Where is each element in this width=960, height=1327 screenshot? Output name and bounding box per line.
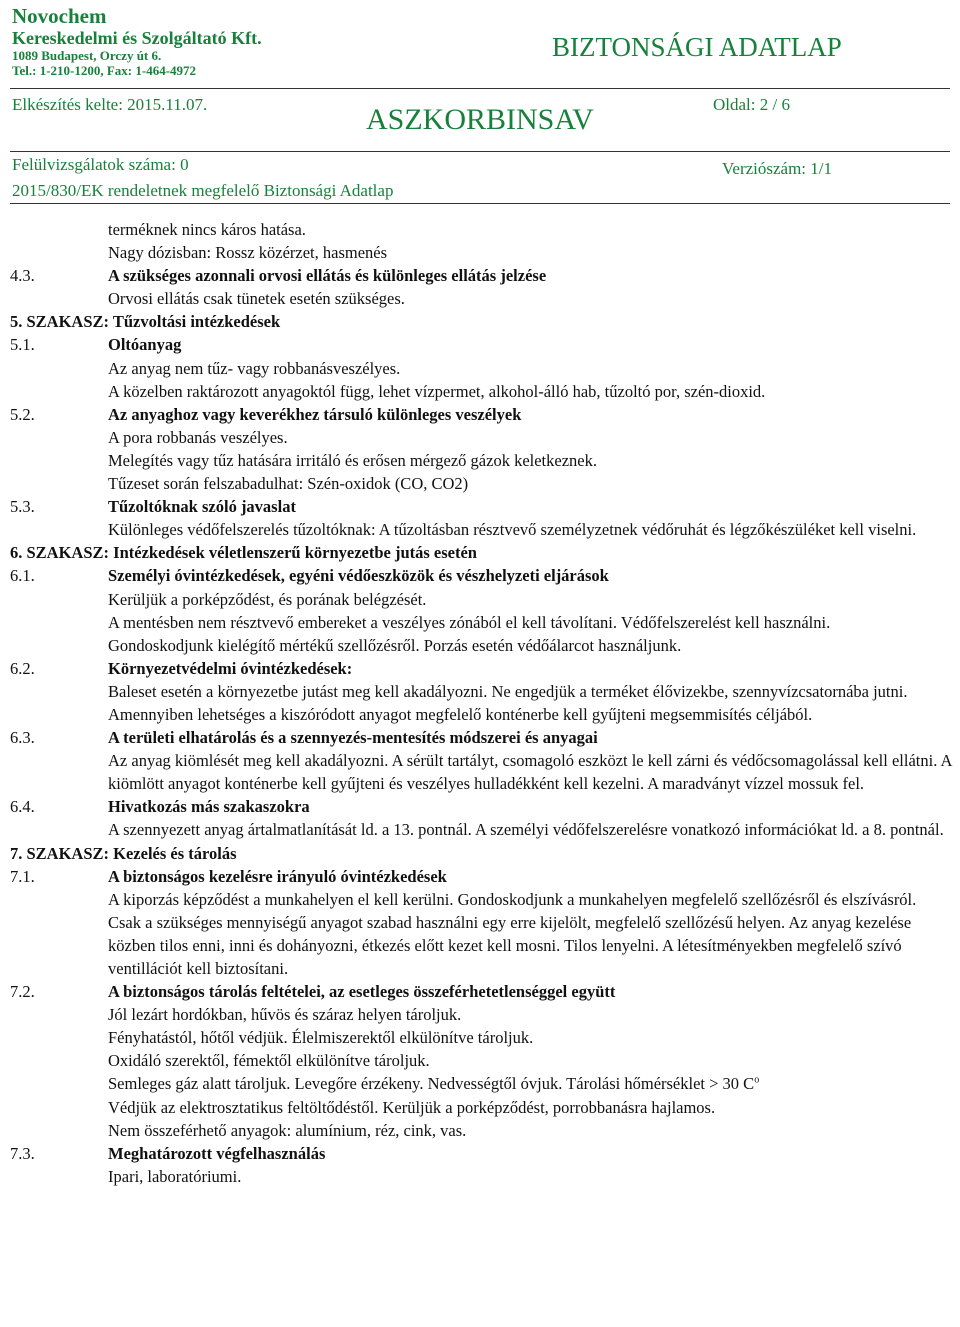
subsection-heading	[10, 980, 952, 1003]
subsection-title	[108, 657, 952, 680]
paragraph-text	[108, 218, 952, 241]
subsection-title	[108, 564, 952, 587]
line-text: Oxidáló szerektől, fémektől elkülönítve tároljuk.	[108, 1051, 430, 1071]
subsection-number: 7.3.	[10, 1143, 35, 1163]
paragraph-text	[108, 426, 952, 449]
subsection-heading	[10, 795, 952, 818]
subsection-title	[108, 333, 952, 356]
paragraph-line	[10, 911, 952, 980]
section-heading	[10, 310, 952, 333]
paragraph-line	[10, 888, 952, 911]
paragraph-line	[10, 449, 952, 472]
page-number: Oldal: 2 / 6	[713, 95, 790, 114]
line-text: A kiporzás képződést a munkahelyen el kell kerülni. Gondoskodjunk a munkahelyen megfelelő szellőzésről és elszívásról.	[108, 889, 917, 909]
paragraph-line	[10, 680, 952, 726]
paragraph-line	[10, 241, 952, 264]
paragraph-line	[10, 426, 952, 449]
subsection-heading	[10, 1142, 952, 1165]
paragraph-text	[108, 380, 952, 403]
paragraph-text	[108, 911, 952, 980]
subsection-title	[108, 495, 952, 518]
paragraph-text	[108, 241, 952, 264]
line-text: Jól lezárt hordókban, hűvös és száraz helyen tároljuk.	[108, 1005, 462, 1025]
line-text: A szükséges azonnali orvosi ellátás és különleges ellátás jelzése	[108, 266, 547, 286]
section-heading	[10, 842, 952, 865]
line-text: Környezetvédelmi óvintézkedések:	[108, 658, 353, 678]
subsection-heading	[10, 333, 952, 356]
paragraph-text	[108, 1072, 952, 1095]
paragraph-line	[10, 357, 952, 380]
subsection-heading	[10, 657, 952, 680]
subsection-title	[108, 264, 952, 287]
degree-superscript: o	[754, 1074, 760, 1086]
paragraph-text	[108, 472, 952, 495]
subsection-heading	[10, 264, 952, 287]
paragraph-line	[10, 218, 952, 241]
subsection-number: 5.2.	[10, 404, 35, 424]
paragraph-text	[108, 1165, 952, 1188]
regulation-reference: 2015/830/EK rendeletnek megfelelő Biztonsági Adatlap	[12, 181, 394, 200]
subsection-heading	[10, 564, 952, 587]
company-block	[12, 4, 262, 79]
line-text: Nem összeférhető anyagok: alumínium, réz, cink, vas.	[108, 1120, 467, 1140]
paragraph-line	[10, 472, 952, 495]
paragraph-line	[10, 1049, 952, 1072]
line-text: Az anyag kiömlését meg kell akadályozni. A sérült tartályt, csomagoló eszközt le kell zárni és védőcsomagolással kell ellátni. A kiömlött anyagot konténerbe kell gyűjteni és veszélyes hulladékként kell kezelni. A maradványt vízzel mossuk fel.	[108, 751, 952, 794]
subsection-title	[108, 865, 952, 888]
paragraph-line	[10, 749, 952, 795]
line-text: Meghatározott végfelhasználás	[108, 1143, 326, 1163]
subsection-number: 6.3.	[10, 728, 35, 748]
paragraph-line	[10, 1096, 952, 1119]
subsection-title	[108, 980, 952, 1003]
product-name: ASZKORBINSAV	[366, 103, 594, 136]
paragraph-line	[10, 380, 952, 403]
subsection-number: 7.2.	[10, 982, 35, 1002]
subsection-number: 6.1.	[10, 566, 35, 586]
paragraph-line	[10, 287, 952, 310]
line-text: Védjük az elektrosztatikus feltöltődéstől. Kerüljük a porképződést, porrobbanásra hajlamos.	[108, 1097, 716, 1117]
subsection-title	[108, 1142, 952, 1165]
line-text: Semleges gáz alatt tároljuk. Levegőre érzékeny. Nedvességtől óvjuk. Tárolási hőmérséklet > 30 C	[108, 1074, 755, 1094]
line-text: A szennyezett anyag ártalmatlanítását ld. a 13. pontnál. A személyi védőfelszerelésre vonatkozó információkat ld. a 8. pontnál.	[108, 820, 944, 840]
section-title: 5. SZAKASZ: Tűzvoltási intézkedések	[10, 312, 281, 332]
paragraph-line	[10, 1119, 952, 1142]
paragraph-line	[10, 1072, 952, 1095]
line-text: terméknek nincs káros hatása.	[108, 220, 306, 239]
paragraph-text	[108, 818, 952, 841]
subsection-heading	[10, 495, 952, 518]
line-text: Fényhatástól, hőtől védjük. Élelmiszerektől elkülönítve tároljuk.	[108, 1028, 534, 1048]
line-text: Gondoskodjunk kielégítő mértékű szellőzésről. Porzás esetén védőálarcot használjunk.	[108, 635, 682, 655]
paragraph-line	[10, 634, 952, 657]
paragraph-text	[108, 1026, 952, 1049]
document-header	[0, 0, 960, 206]
company-name: Novochem	[12, 4, 107, 28]
subsection-number: 6.2.	[10, 658, 35, 678]
revision-count: Felülvizsgálatok száma: 0	[12, 155, 189, 174]
paragraph-text	[108, 680, 952, 726]
paragraph-line	[10, 1003, 952, 1026]
company-address: 1089 Budapest, Orczy út 6.	[12, 47, 162, 63]
line-text: Az anyaghoz vagy keverékhez társuló különleges veszélyek	[108, 404, 522, 424]
paragraph-line	[10, 588, 952, 611]
paragraph-text	[108, 518, 952, 541]
paragraph-text	[108, 1049, 952, 1072]
line-text: Orvosi ellátás csak tünetek esetén szükséges.	[108, 289, 405, 309]
paragraph-text	[108, 749, 952, 795]
company-phone-fax: Tel.: 1-210-1200, Fax: 1-464-4972	[12, 62, 197, 78]
subsection-heading	[10, 403, 952, 426]
paragraph-line	[10, 611, 952, 634]
section-heading	[10, 541, 952, 564]
subsection-title	[108, 726, 952, 749]
header-divider-3	[10, 203, 950, 204]
line-text: A biztonságos tárolás feltételei, az esetleges összeférhetetlenséggel együtt	[108, 982, 616, 1002]
version-number: Verziószám: 1/1	[722, 159, 832, 178]
line-text: Ipari, laboratóriumi.	[108, 1166, 242, 1186]
company-type: Kereskedelmi és Szolgáltató Kft.	[12, 28, 262, 49]
line-text: Tűzoltóknak szóló javaslat	[108, 497, 296, 517]
subsection-title	[108, 403, 952, 426]
paragraph-text	[108, 888, 952, 911]
header-divider-2	[10, 151, 950, 152]
paragraph-line	[10, 1165, 952, 1188]
paragraph-text	[108, 1096, 952, 1119]
line-text: A pora robbanás veszélyes.	[108, 427, 288, 447]
paragraph-text	[108, 449, 952, 472]
subsection-number: 5.3.	[10, 497, 35, 517]
line-text: Az anyag nem tűz- vagy robbanásveszélyes.	[108, 358, 401, 378]
line-text: Nagy dózisban: Rossz közérzet, hasmenés	[108, 243, 388, 263]
line-text: Kerüljük a porképződést, és porának belégzését.	[108, 589, 427, 609]
line-text: A területi elhatárolás és a szennyezés-mentesítés módszerei és anyagai	[108, 728, 598, 748]
line-text: Hivatkozás más szakaszokra	[108, 797, 310, 817]
line-text: A mentésben nem résztvevő embereket a veszélyes zónából el kell távolítani. Védőfelszerelést kell használni.	[108, 612, 831, 632]
line-text: A biztonságos kezelésre irányuló óvintézkedések	[108, 866, 447, 886]
line-text: Tűzeset során felszabadulhat: Szén-oxidok (CO, CO2)	[108, 474, 469, 494]
created-date: Elkészítés kelte: 2015.11.07.	[12, 95, 208, 114]
paragraph-line	[10, 1026, 952, 1049]
section-title: 6. SZAKASZ: Intézkedések véletlenszerű környezetbe jutás esetén	[10, 543, 477, 563]
subsection-heading	[10, 865, 952, 888]
paragraph-text	[108, 1119, 952, 1142]
line-text: Oltóanyag	[108, 335, 182, 355]
document-body	[10, 218, 952, 1188]
paragraph-line	[10, 818, 952, 841]
subsection-number: 7.1.	[10, 866, 35, 886]
header-divider-1	[10, 88, 950, 89]
subsection-number: 6.4.	[10, 797, 35, 817]
line-text: Személyi óvintézkedések, egyéni védőeszközök és vészhelyzeti eljárások	[108, 566, 609, 586]
paragraph-line	[10, 518, 952, 541]
document-title: BIZTONSÁGI ADATLAP	[552, 32, 842, 62]
paragraph-text	[108, 611, 952, 634]
line-text: A közelben raktározott anyagoktól függ, lehet vízpermet, alkohol-álló hab, tűzoltó por, szén-dioxid.	[108, 381, 766, 401]
paragraph-text	[108, 287, 952, 310]
subsection-number: 4.3.	[10, 266, 35, 286]
subsection-number: 5.1.	[10, 335, 35, 355]
paragraph-text	[108, 634, 952, 657]
section-title: 7. SZAKASZ: Kezelés és tárolás	[10, 843, 237, 863]
line-text: Melegítés vagy tűz hatására irritáló és erősen mérgező gázok keletkeznek.	[108, 450, 597, 470]
line-text: Különleges védőfelszerelés tűzoltóknak: A tűzoltásban résztvevő személyzetnek védőruhát és légzőkészüléket kell viselni.	[108, 520, 917, 540]
paragraph-text	[108, 588, 952, 611]
line-text: Baleset esetén a környezetbe jutást meg kell akadályozni. Ne engedjük a terméket élővizekbe, szennyvízcsatornába jutni. Amennyiben lehetséges a kiszóródott anyagot megfelelő konténerbe kell gyűjteni megsemmisítés céljából.	[108, 681, 908, 724]
subsection-heading	[10, 726, 952, 749]
line-text: Csak a szükséges mennyiségű anyagot szabad használni egy erre kijelölt, megfelelő szellőzésű helyen. Az anyag kezelése közben tilos enni, inni és dohányozni, étkezés előtt kezet kell mosni. Tilos lenyelni. A létesítményekben megfelelő szívó ventillációt kell biztosítani.	[108, 912, 912, 978]
subsection-title	[108, 795, 952, 818]
paragraph-text	[108, 357, 952, 380]
paragraph-text	[108, 1003, 952, 1026]
